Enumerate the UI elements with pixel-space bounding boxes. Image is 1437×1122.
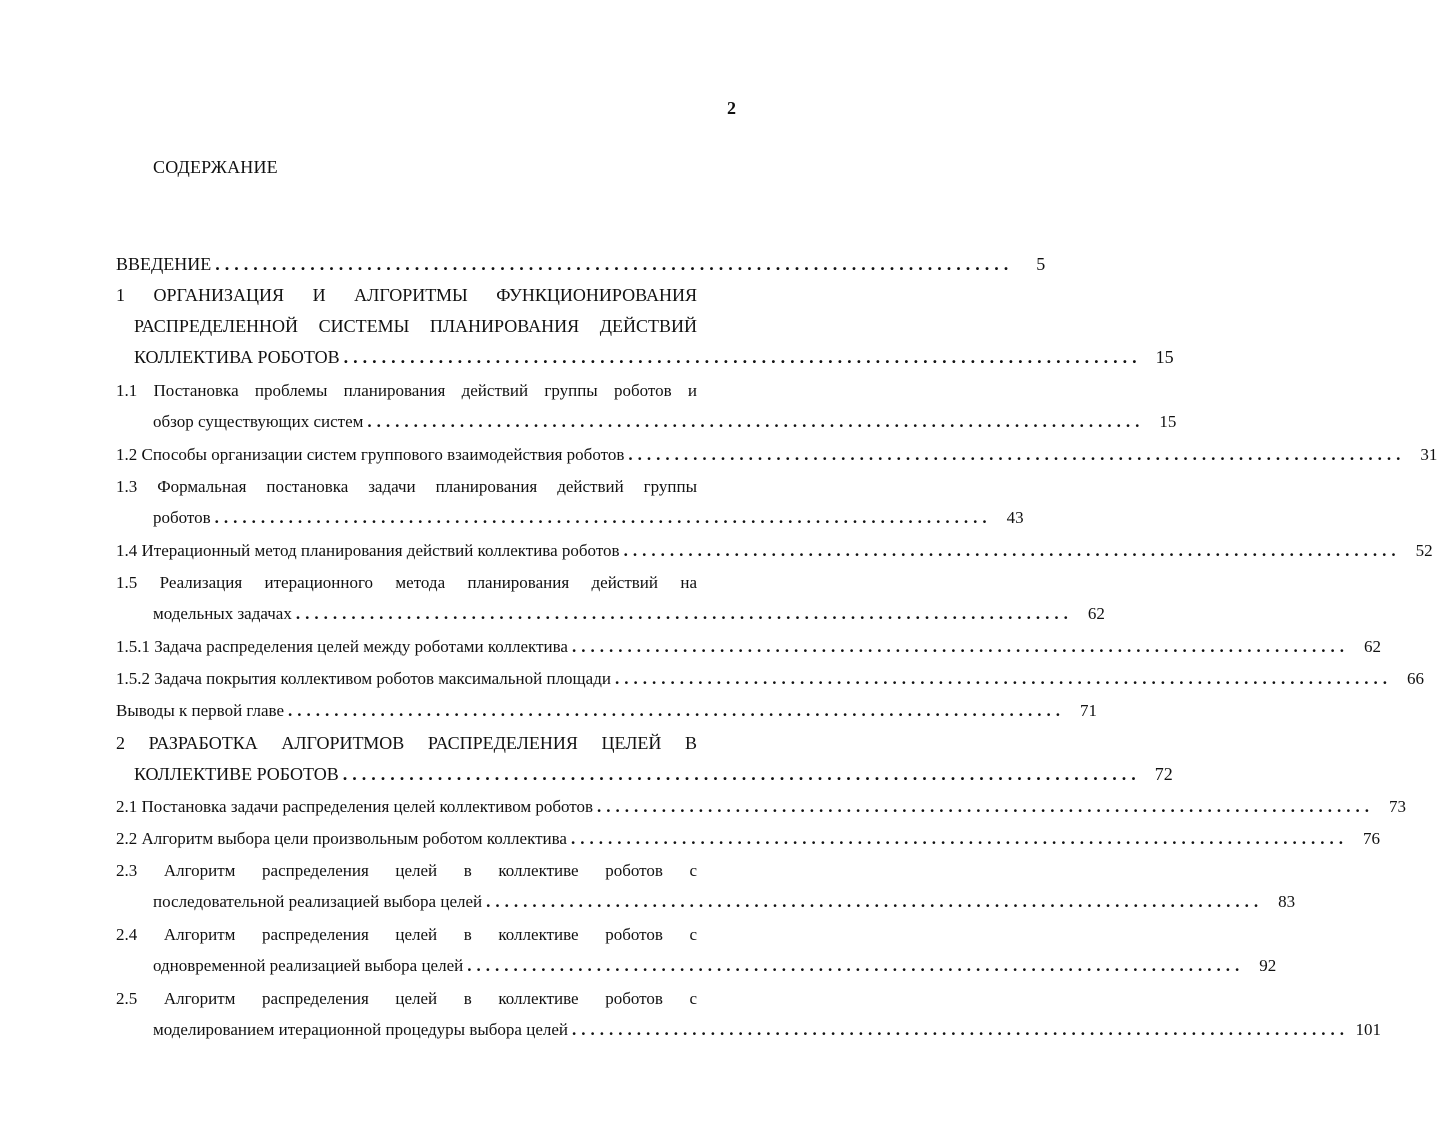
toc-page-number: 101 xyxy=(1355,1020,1381,1039)
toc-line xyxy=(116,285,697,307)
toc-page-number: 52 xyxy=(1415,541,1433,560)
toc-entry-text: 1.5.1 Задача распределения целей между роботами коллектива xyxy=(116,637,568,656)
dot-leader: .................................................................................... xyxy=(343,347,1142,367)
toc-page-number: 62 xyxy=(1363,637,1381,656)
toc-entry-text: последовательной реализацией выбора целей xyxy=(153,892,483,911)
dot-leader: .................................................................................... xyxy=(215,254,1014,274)
toc-line xyxy=(134,347,1174,369)
toc-line xyxy=(153,412,1177,434)
toc-line xyxy=(116,381,697,403)
toc-entry-text: одновременной реализацией выбора целей xyxy=(153,956,464,975)
toc-entry-text: 2 РАЗРАБОТКА АЛГОРИТМОВ РАСПРЕДЕЛЕНИЯ ЦЕЛЕЙ В xyxy=(116,733,697,753)
toc-page-number: 31 xyxy=(1420,445,1437,464)
toc-entry-text: 1.5 Реализация итерационного метода планирования действий на xyxy=(116,573,697,592)
toc-line xyxy=(116,573,697,595)
toc-page-number: 43 xyxy=(1006,508,1024,527)
dot-leader: .................................................................................... xyxy=(467,956,1245,975)
toc-line xyxy=(116,637,1381,659)
toc-line xyxy=(116,669,1424,691)
toc-page-number: 62 xyxy=(1087,604,1105,623)
dot-leader: .................................................................................... xyxy=(288,701,1066,720)
toc-page-number: 83 xyxy=(1278,892,1296,911)
dot-leader: .................................................................................... xyxy=(342,764,1141,784)
toc-entry-text: модельных задачах xyxy=(153,604,292,623)
toc-entry-text: 2.4 Алгоритм распределения целей в коллективе роботов с xyxy=(116,925,697,944)
toc-page-number: 76 xyxy=(1362,829,1380,848)
toc-entry-text: ВВЕДЕНИЕ xyxy=(116,254,212,274)
toc-entry-text: 1.3 Формальная постановка задачи планирования действий группы xyxy=(116,477,697,496)
toc-entry-text: РАСПРЕДЕЛЕННОЙ СИСТЕМЫ ПЛАНИРОВАНИЯ ДЕЙСТВИЙ xyxy=(134,316,697,336)
dot-leader: .................................................................................... xyxy=(570,829,1348,848)
toc-page-number: 15 xyxy=(1159,412,1177,431)
toc-entry-text: роботов xyxy=(153,508,211,527)
dot-leader: .................................................................................... xyxy=(571,637,1349,656)
toc-line xyxy=(116,829,1380,851)
toc-page-number: 73 xyxy=(1389,797,1407,816)
toc-line xyxy=(134,316,697,338)
dot-leader: .................................................................................... xyxy=(486,892,1264,911)
toc-entry-text: 1.1 Постановка проблемы планирования действий группы роботов и xyxy=(116,381,697,400)
toc-entry-text: КОЛЛЕКТИВЕ РОБОТОВ xyxy=(134,764,339,784)
dot-leader: .................................................................................... xyxy=(623,541,1401,560)
toc-line xyxy=(116,254,1046,276)
dot-leader: .................................................................................... xyxy=(295,604,1073,623)
dot-leader: .................................................................................... xyxy=(597,797,1375,816)
toc-entry-text: 2.1 Постановка задачи распределения целей коллективом роботов xyxy=(116,797,594,816)
dot-leader: .................................................................................... xyxy=(628,445,1406,464)
toc-line xyxy=(153,892,1296,914)
toc-page-number: 15 xyxy=(1155,347,1174,367)
dot-leader: .................................................................................... xyxy=(214,508,992,527)
toc-entry-text: 1 ОРГАНИЗАЦИЯ И АЛГОРИТМЫ ФУНКЦИОНИРОВАНИЯ xyxy=(116,285,697,305)
toc-entry-text: моделированием итерационной процедуры выбора целей xyxy=(153,1020,568,1039)
toc-entry-text: 1.2 Способы организации систем группового взаимодействия роботов xyxy=(116,445,625,464)
toc-page-number: 5 xyxy=(1036,254,1046,274)
toc-entry-text: Выводы к первой главе xyxy=(116,701,285,720)
toc-entry-text: 2.3 Алгоритм распределения целей в коллективе роботов с xyxy=(116,861,697,880)
toc-page-number: 72 xyxy=(1154,764,1173,784)
dot-leader: .................................................................................... xyxy=(572,1020,1349,1039)
toc-line xyxy=(116,445,1437,467)
toc-entry-text: 2.5 Алгоритм распределения целей в коллективе роботов с xyxy=(116,989,697,1008)
toc-line xyxy=(116,797,1407,819)
toc-line xyxy=(116,925,697,947)
toc-line xyxy=(153,1020,1381,1042)
toc-line xyxy=(153,604,1105,626)
toc-line xyxy=(116,541,1433,563)
toc-line xyxy=(116,989,697,1011)
toc-line xyxy=(134,764,1173,786)
toc-entry-text: обзор существующих систем xyxy=(153,412,364,431)
toc-line xyxy=(116,477,697,499)
page-number: 2 xyxy=(727,98,736,118)
toc-line xyxy=(153,508,1024,530)
toc-entry-text: КОЛЛЕКТИВА РОБОТОВ xyxy=(134,347,340,367)
toc-page-number: 66 xyxy=(1406,669,1424,688)
dot-leader: .................................................................................... xyxy=(367,412,1145,431)
toc-line xyxy=(116,701,1098,723)
toc-entry-text: 2.2 Алгоритм выбора цели произвольным роботом коллектива xyxy=(116,829,567,848)
toc-entry-text: 1.5.2 Задача покрытия коллективом роботов максимальной площади xyxy=(116,669,611,688)
toc-page-number: 92 xyxy=(1259,956,1277,975)
toc-line xyxy=(153,956,1277,978)
toc-line xyxy=(116,861,697,883)
toc-entry-text: 1.4 Итерационный метод планирования действий коллектива роботов xyxy=(116,541,620,560)
toc-line xyxy=(116,733,697,755)
dot-leader: .................................................................................... xyxy=(614,669,1392,688)
page-title: СОДЕРЖАНИЕ xyxy=(153,157,278,177)
toc-page-number: 71 xyxy=(1080,701,1098,720)
